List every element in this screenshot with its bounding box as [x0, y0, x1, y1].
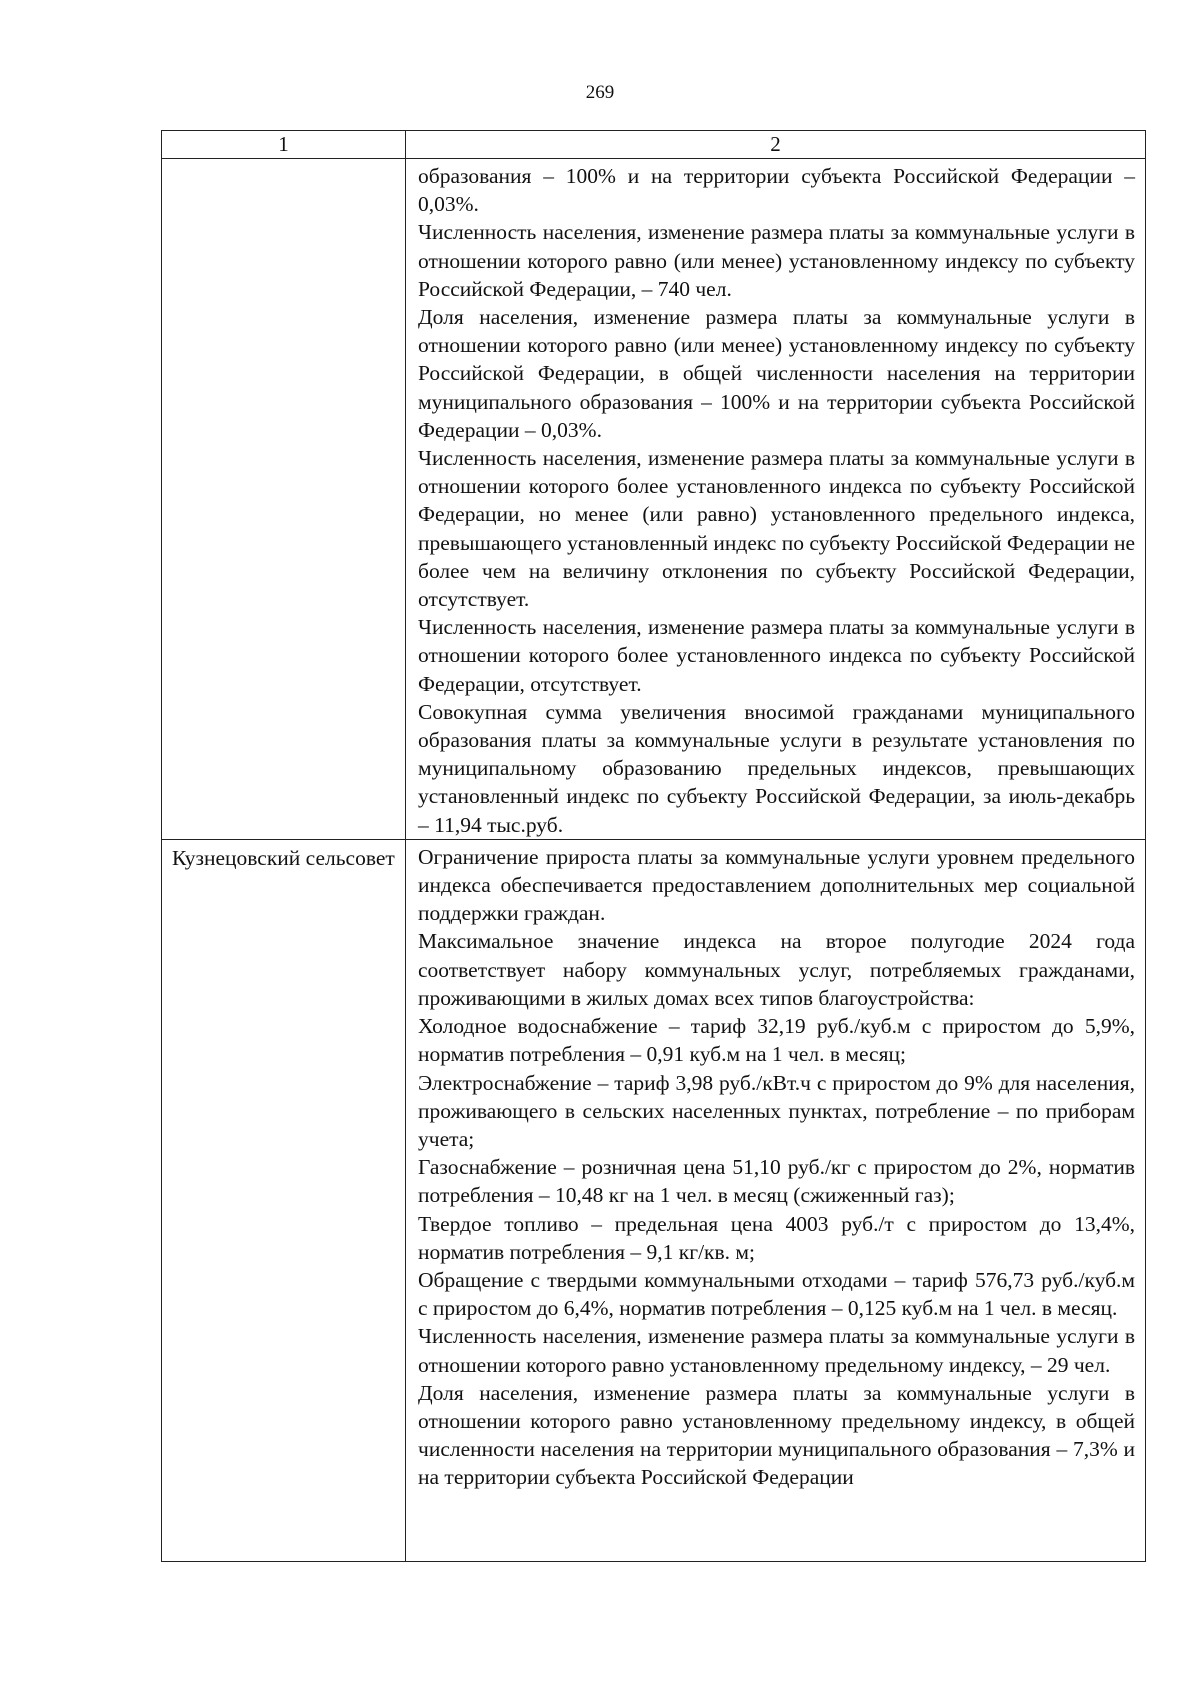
- paragraph: Обращение с твердыми коммунальными отходами – тариф 576,73 руб./куб.м с приростом до 6,4%, норматив потребления – 0,125 куб.м на 1 чел. в месяц.: [418, 1267, 1135, 1321]
- table-row: [162, 839, 1146, 1561]
- document-table: [161, 130, 1146, 1562]
- table-row: [162, 159, 1146, 840]
- paragraph: Максимальное значение индекса на второе полугодие 2024 года соответствует набору коммунальных услуг, потребляемых гражданами, проживающими в жилых домах всех типов благоустройства:: [418, 929, 1135, 1010]
- paragraph: Численность населения, изменение размера платы за коммунальные услуги в отношении которого более установленного индекса по субъекту Российской Федерации, отсутствует.: [418, 615, 1135, 696]
- table-header-row: [162, 131, 1146, 159]
- paragraph: Совокупная сумма увеличения вносимой гражданами муниципального образования платы за коммунальные услуги в результате установления по муниципальному образованию предельных индексов, превышающих установленный индекс по субъекту Российской Федерации, за июль-декабрь – 11,94 тыс.руб.: [418, 699, 1135, 837]
- paragraph: Газоснабжение – розничная цена 51,10 руб./кг с приростом до 2%, норматив потребления – 10,48 кг на 1 чел. в месяц (сжиженный газ);: [418, 1155, 1135, 1208]
- municipality-name-cell: [162, 159, 406, 840]
- paragraph: Доля населения, изменение размера платы за коммунальные услуги в отношении которого равно (или менее) установленному индексу по субъекту Российской Федерации, в общей численности населения на территории муниципального образования – 100% и на территории субъекта Российской Федерации – 0,03%.: [418, 305, 1135, 442]
- paragraph: Электроснабжение – тариф 3,98 руб./кВт.ч с приростом до 9% для населения, проживающего в сельских населенных пунктах, потребление – по приборам учета;: [418, 1070, 1135, 1151]
- paragraph: Численность населения, изменение размера платы за коммунальные услуги в отношении которого равно установленному предельному индексу, – 29 чел.: [418, 1324, 1135, 1377]
- description-cell: [406, 159, 1146, 840]
- paragraph: Твердое топливо – предельная цена 4003 руб./т с приростом до 13,4%, норматив потребления – 9,1 кг/кв. м;: [418, 1211, 1135, 1264]
- paragraph: образования – 100% и на территории субъекта Российской Федерации – 0,03%.: [418, 164, 1135, 217]
- paragraph: Ограничение прироста платы за коммунальные услуги уровнем предельного индекса обеспечивается предоставлением дополнительных мер социальной поддержки граждан.: [418, 844, 1135, 926]
- column-header-1: 1: [162, 131, 406, 159]
- municipality-name-cell: Кузнецовский сельсовет: [162, 839, 406, 1561]
- paragraph: Численность населения, изменение размера платы за коммунальные услуги в отношении которого равно (или менее) установленному индексу по субъекту Российской Федерации, – 740 чел.: [418, 220, 1135, 301]
- paragraph: Доля населения, изменение размера платы за коммунальные услуги в отношении которого равно установленному предельному индексу, в общей численности населения на территории муниципального образования – 7,3% и на территории субъекта Российской Федерации: [418, 1380, 1135, 1490]
- description-cell: [406, 839, 1146, 1561]
- column-header-2: 2: [406, 131, 1146, 159]
- page-number: 269: [585, 82, 615, 103]
- paragraph: Численность населения, изменение размера платы за коммунальные услуги в отношении которого более установленного индекса по субъекту Российской Федерации, но менее (или равно) установленного предельного индекса, превышающего установленный индекс по субъекту Российской Федерации не более чем на величину отклонения по субъекту Российской Федерации, отсутствует.: [418, 446, 1135, 612]
- paragraph: Холодное водоснабжение – тариф 32,19 руб./куб.м с приростом до 5,9%, норматив потребления – 0,91 куб.м на 1 чел. в месяц;: [418, 1014, 1135, 1067]
